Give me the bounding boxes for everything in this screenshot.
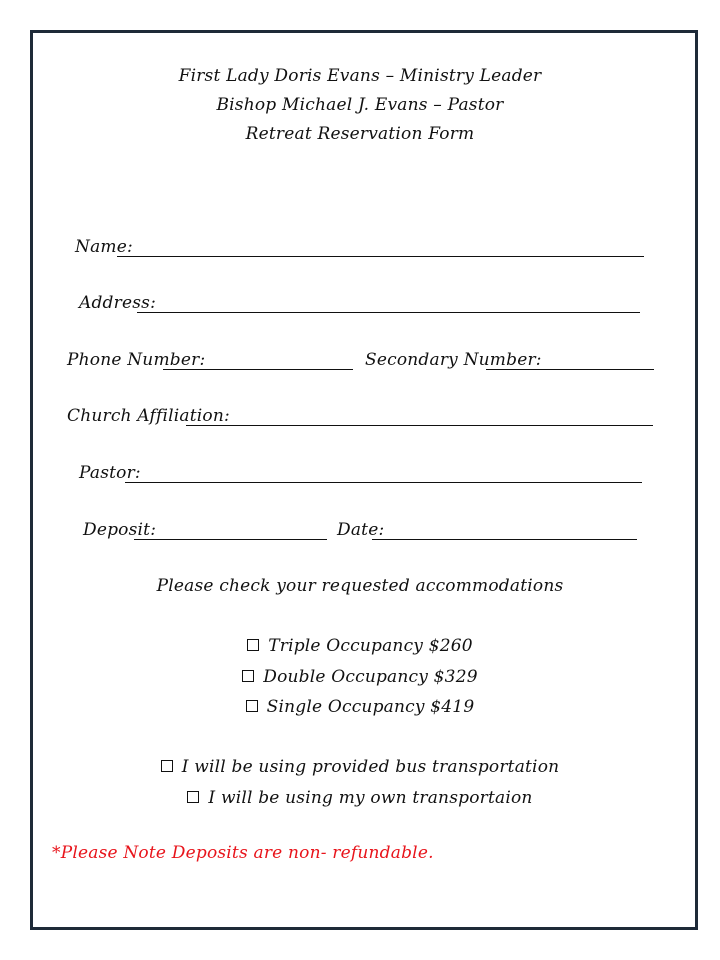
checkbox[interactable] [247,639,259,651]
option-label: Triple Occupancy $260 [268,636,473,656]
deposit-field[interactable] [134,539,327,540]
header-pastor: Bishop Michael J. Evans – Pastor [216,95,504,115]
checkbox[interactable] [242,670,254,682]
option-label: Double Occupancy $329 [263,667,478,687]
option-label: I will be using provided bus transportation [181,757,560,777]
transport-option-own[interactable] [0,788,720,808]
address-field[interactable] [137,312,640,313]
address-label: Address: [79,293,157,313]
name-field[interactable] [117,256,644,257]
church-affiliation-field[interactable] [186,425,653,426]
date-field[interactable] [372,539,637,540]
date-label: Date: [337,520,385,540]
accommodation-option-triple[interactable] [0,636,720,656]
accommodations-prompt: Please check your requested accommodations [156,576,564,596]
deposit-label: Deposit: [83,520,157,540]
name-label: Name: [75,237,133,257]
checkbox[interactable] [246,700,258,712]
option-label: Single Occupancy $419 [266,697,475,717]
checkbox[interactable] [187,791,199,803]
deposit-note: *Please Note Deposits are non- refundable. [52,843,434,863]
checkbox[interactable] [161,760,173,772]
phone-field[interactable] [163,369,353,370]
church-affiliation-label: Church Affiliation: [67,406,230,426]
accommodation-option-single[interactable] [0,697,720,717]
pastor-label: Pastor: [79,463,141,483]
phone-label: Phone Number: [67,350,206,370]
option-label: I will be using my own transportaion [208,788,533,808]
form-title: Retreat Reservation Form [245,124,475,144]
secondary-number-label: Secondary Number: [365,350,542,370]
transport-option-bus[interactable] [0,757,720,777]
pastor-field[interactable] [125,482,642,483]
header-ministry-leader: First Lady Doris Evans – Ministry Leader [178,66,542,86]
secondary-number-field[interactable] [486,369,654,370]
accommodation-option-double[interactable] [0,667,720,687]
